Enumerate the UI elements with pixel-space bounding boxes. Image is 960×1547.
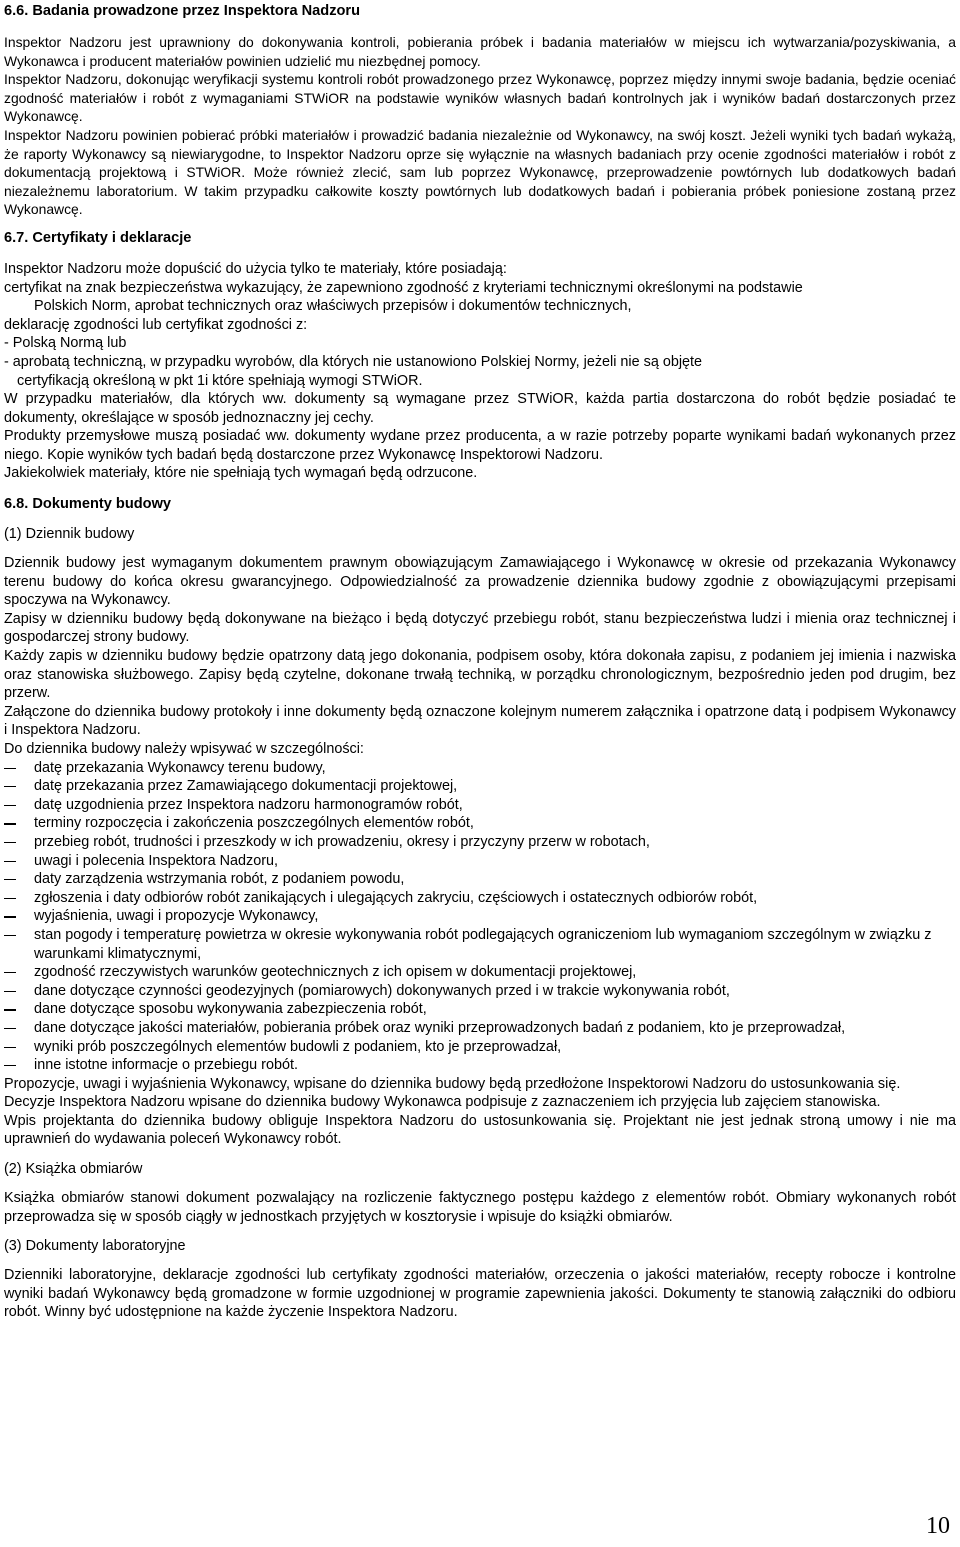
journal-entries-list xyxy=(4,759,956,1075)
dash-icon xyxy=(4,823,16,824)
list-item xyxy=(4,1038,956,1057)
paragraph: Każdy zapis w dzienniku budowy będzie opatrzony datą jego dokonania, podpisem osoby, która dokonała zapisu, z podaniem jej imienia i nazwiska oraz stanowiska służbowego. Zapisy będą czytelne, dokonane trwałą techniką, w porządku chronologicznym, bezpośrednio jeden pod drugim, bez przerw. xyxy=(4,648,956,702)
list-item-text: dane dotyczące sposobu wykonywania zabezpieczenia robót, xyxy=(34,1001,427,1018)
paragraph: Do dziennika budowy należy wpisywać w szczególności: xyxy=(4,741,364,757)
list-item-text: datę przekazania przez Zamawiającego dokumentacji projektowej, xyxy=(34,778,458,795)
paragraph: Książka obmiarów stanowi dokument pozwalający na rozliczenie faktycznego postępu każdego z elementów robót. Obmiary wykonanych robót przeprowadza się w sposób ciągły w jednostkach przyjętych w kosztorysie i wpisuje do książki obmiarów. xyxy=(4,1190,956,1225)
subsection-title: (1) Dziennik budowy xyxy=(4,526,135,543)
list-item xyxy=(4,907,956,926)
paragraph: Wpis projektanta do dziennika budowy obliguje Inspektora Nadzoru do ustosunkowania się. Projektant nie jest jednak stroną umowy i nie ma uprawnień do wydawania poleceń Wykonawcy robót. xyxy=(4,1112,956,1148)
dash-icon xyxy=(4,786,16,787)
paragraph: Produkty przemysłowe muszą posiadać ww. dokumenty wydane przez producenta, a w razie potrzeby poparte wynikami badań wykonanych przez niego. Kopie wyników tych badań będą dostarczone przez Wykonawcę Inspektorowi Nadzoru. xyxy=(4,428,956,463)
document-page xyxy=(4,0,956,1322)
paragraph: Dziennik budowy jest wymaganym dokumentem prawnym obowiązującym Zamawiającego i Wykonawcę w okresie od przekazania Wykonawcy terenu budowy do końca okresu gwarancyjnego. Odpowiedzialność za prowadzenie dziennika budowy zgodnie z obowiązującymi przepisami spoczywa na Wykonawcy. xyxy=(4,555,956,609)
paragraph: certyfikacją określoną w pkt 1i które spełniają wymogi STWiOR. xyxy=(17,372,423,389)
section-6-6-title: 6.6. Badania prowadzone przez Inspektora Nadzoru xyxy=(4,3,361,19)
dash-icon xyxy=(4,879,16,880)
dash-icon xyxy=(4,1009,16,1010)
paragraph: W przypadku materiałów, dla których ww. dokumenty są wymagane przez STWiOR, każda partia dostarczona do robót będzie posiadać te dokumenty, określające w sposób jednoznaczny jej cechy. xyxy=(4,391,956,426)
list-item-text: wyniki prób poszczególnych elementów budowli z podaniem, kto je przeprowadzał, xyxy=(34,1038,562,1055)
list-item xyxy=(4,982,956,1001)
list-item-text: przebieg robót, trudności i przeszkody w ich prowadzeniu, okresy i przyczyny przerw w robotach, xyxy=(34,833,650,850)
section-6-8-title: 6.8. Dokumenty budowy xyxy=(4,496,172,513)
subsection-title: (2) Książka obmiarów xyxy=(4,1161,143,1178)
list-item-text: dane dotyczące jakości materiałów, pobierania próbek oraz wyniki przeprowadzonych badań z podaniem, kto je przeprowadzał, xyxy=(34,1019,846,1036)
list-item-text: uwagi i polecenia Inspektora Nadzoru, xyxy=(34,852,278,869)
paragraph: Inspektor Nadzoru może dopuścić do użycia tylko te materiały, które posiadają: xyxy=(4,260,507,277)
paragraph: - Polską Normą lub xyxy=(4,335,127,352)
paragraph: Inspektor Nadzoru jest uprawniony do dokonywania kontroli, pobierania próbek i badania materiałów w miejscu ich wytwarzania/pozyskiwania, a Wykonawca i producent materiałów powinien udzielić mu niezbędnej pomocy. xyxy=(4,34,956,69)
paragraph: Jakiekolwiek materiały, które nie spełniają tych wymagań będą odrzucone. xyxy=(4,465,478,482)
dash-icon xyxy=(4,768,16,769)
dash-icon xyxy=(4,861,16,862)
dash-icon xyxy=(4,916,16,917)
list-item-text: stan pogody i temperaturę powietrza w okresie wykonywania robót podlegających ograniczeniom lub wymaganiom szczególnym w związku z warunkami klimatycznymi, xyxy=(34,926,932,962)
list-item-text: zgłoszenia i daty odbiorów robót zanikających i ulegających zakryciu, częściowych i ostatecznych odbiorów robót, xyxy=(34,889,758,906)
list-item xyxy=(4,796,956,815)
paragraph: deklarację zgodności lub certyfikat zgodności z: xyxy=(4,316,308,333)
paragraph: Decyzje Inspektora Nadzoru wpisane do dziennika budowy Wykonawca podpisuje z zaznaczeniem ich przyjęcia lub zajęciem stanowiska. xyxy=(4,1094,881,1111)
list-item xyxy=(4,814,956,833)
subsection-title: (3) Dokumenty laboratoryjne xyxy=(4,1238,186,1255)
paragraph: Załączone do dziennika budowy protokoły i inne dokumenty będą oznaczone kolejnym numerem załącznika i opatrzone datą i podpisem Wykonawcy i Inspektora Nadzoru. xyxy=(4,703,956,739)
paragraph: - aprobatą techniczną, w przypadku wyrobów, dla których nie ustanowiono Polskiej Normy, jeżeli nie są objęte xyxy=(4,353,703,370)
list-item-text: zgodność rzeczywistych warunków geotechnicznych z ich opisem w dokumentacji projektowej, xyxy=(34,964,637,981)
list-item xyxy=(4,1056,956,1075)
paragraph: certyfikat na znak bezpieczeństwa wykazujący, że zapewniono zgodność z kryteriami technicznymi określonymi na podstawie xyxy=(4,279,803,296)
list-item xyxy=(4,852,956,871)
dash-icon xyxy=(4,935,16,936)
page-number: 10 xyxy=(926,1513,950,1539)
dash-icon xyxy=(4,1047,16,1048)
list-item xyxy=(4,759,956,778)
dash-icon xyxy=(4,842,16,843)
list-item-text: inne istotne informacje o przebiegu robót. xyxy=(34,1057,298,1074)
paragraph: Inspektor Nadzoru, dokonując weryfikacji systemu kontroli robót prowadzonego przez Wykonawcę, poprzez między innymi swoje badania, będzie oceniać zgodność materiałów i robót z wymaganiami STWiOR na podstawie wyników własnych badań kontrolnych jak i wyników badań dostarczonych przez Wykonawcę. xyxy=(4,71,956,125)
list-item xyxy=(4,1019,956,1038)
list-item-text: daty zarządzenia wstrzymania robót, z podaniem powodu, xyxy=(34,871,405,888)
dash-icon xyxy=(4,898,16,899)
list-item xyxy=(4,1000,956,1019)
dash-icon xyxy=(4,991,16,992)
list-item-text: wyjaśnienia, uwagi i propozycje Wykonawcy, xyxy=(34,908,319,925)
dash-icon xyxy=(4,805,16,806)
dash-icon xyxy=(4,1065,16,1066)
paragraph: Dzienniki laboratoryjne, deklaracje zgodności lub certyfikaty zgodności materiałów, orzeczenia o jakości materiałów, recepty robocze i kontrolne wyniki badań Wykonawcy będą gromadzone w formie uzgodnionej w programie zapewnienia jakości. Dokumenty te stanowią załączniki do odbioru robót. Winny być udostępnione na każde życzenie Inspektora Nadzoru. xyxy=(4,1267,956,1321)
section-6-6-body xyxy=(4,33,956,219)
section-6-7-body xyxy=(4,260,956,483)
list-item xyxy=(4,833,956,852)
section-6-7-title: 6.7. Certyfikaty i deklaracje xyxy=(4,229,192,246)
section-6-8-body xyxy=(4,554,956,1149)
list-item xyxy=(4,926,956,963)
list-item xyxy=(4,777,956,796)
list-item-text: dane dotyczące czynności geodezyjnych (pomiarowych) dokonywanych przed i w trakcie wykonywania robót, xyxy=(34,982,730,999)
list-item xyxy=(4,963,956,982)
paragraph: Propozycje, uwagi i wyjaśnienia Wykonawcy, wpisane do dziennika budowy będą przedłożone Inspektorowi Nadzoru do ustosunkowania się. xyxy=(4,1075,901,1092)
paragraph: Zapisy w dzienniku budowy będą dokonywane na bieżąco i będą dotyczyć przebiegu robót, stanu bezpieczeństwa ludzi i mienia oraz technicznej i gospodarczej strony budowy. xyxy=(4,610,956,646)
list-item xyxy=(4,889,956,908)
list-item-text: datę przekazania Wykonawcy terenu budowy, xyxy=(34,759,326,776)
list-item-text: datę uzgodnienia przez Inspektora nadzoru harmonogramów robót, xyxy=(34,796,463,813)
paragraph: Polskich Norm, aprobat technicznych oraz właściwych przepisów i dokumentów technicznych, xyxy=(34,298,632,315)
list-item-text: terminy rozpoczęcia i zakończenia poszczególnych elementów robót, xyxy=(34,815,474,832)
dash-icon xyxy=(4,972,16,973)
paragraph: Inspektor Nadzoru powinien pobierać próbki materiałów i prowadzić badania niezależnie od Wykonawcy, na swój koszt. Jeżeli wyniki tych badań wykażą, że raporty Wykonawcy są niewiarygodne, to Inspektor Nadzoru oprze się wyłącznie na własnych badaniach przy ocenie zgodności materiałów i robót z dokumentacją projektową i STWiOR. Może również zlecić, sam lub poprzez Wykonawcę, przeprowadzenie powtórnych lub dodatkowych badań niezależnemu laboratorium. W takim przypadku całkowite koszty powtórnych lub dodatkowych badań i pobierania próbek poniesione zostaną przez Wykonawcę. xyxy=(4,126,956,218)
dash-icon xyxy=(4,1028,16,1029)
list-item xyxy=(4,870,956,889)
